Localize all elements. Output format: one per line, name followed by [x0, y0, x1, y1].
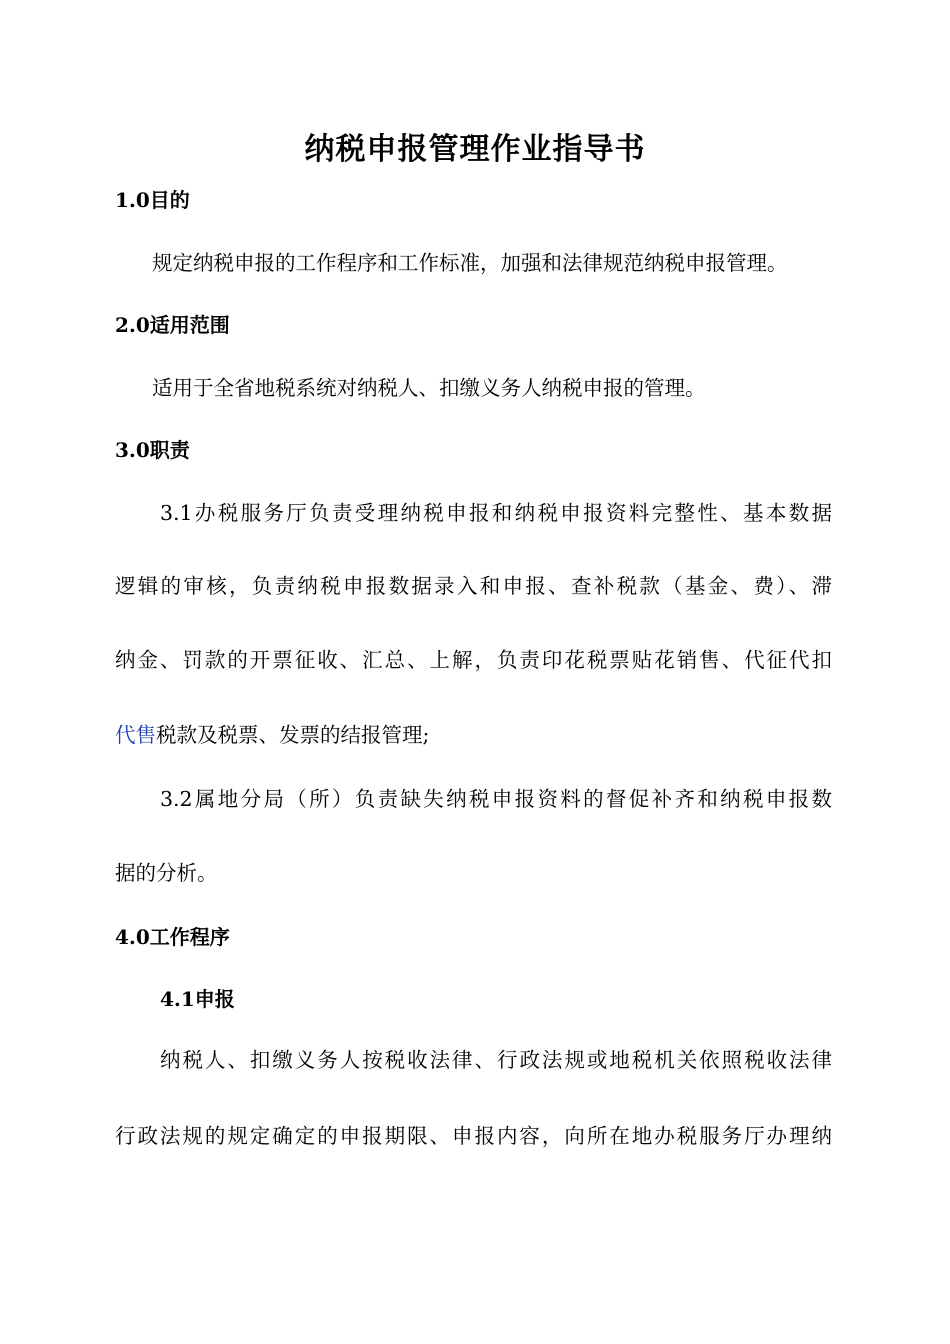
section-4-heading: 4.0工作程序 [115, 925, 230, 949]
link-daishou[interactable]: 代售 [115, 723, 156, 747]
section-3-1-line-4-text: 税款及税票、发票的结报管理; [156, 723, 430, 747]
section-4-1-heading: 4.1申报 [160, 987, 235, 1011]
section-3-2-line-1: 3.2属地分局（所）负责缺失纳税申报资料的督促补齐和纳税申报数 [160, 787, 832, 811]
section-3-1-line-1: 3.1办税服务厅负责受理纳税申报和纳税申报资料完整性、基本数据 [160, 501, 832, 525]
section-1-heading: 1.0目的 [115, 188, 190, 212]
section-3-1-line-2: 逻辑的审核，负责纳税申报数据录入和申报、查补税款（基金、费）、滞 [115, 574, 832, 598]
section-3-1-line-4 [115, 720, 429, 750]
section-2-body: 适用于全省地税系统对纳税人、扣缴义务人纳税申报的管理。 [152, 376, 706, 400]
section-3-heading: 3.0职责 [115, 438, 190, 462]
section-1-body: 规定纳税申报的工作程序和工作标准，加强和法律规范纳税申报管理。 [152, 251, 788, 275]
section-4-1-line-1: 纳税人、扣缴义务人按税收法律、行政法规或地税机关依照税收法律 [160, 1048, 832, 1072]
document-title: 纳税申报管理作业指导书 [304, 132, 646, 167]
section-2-heading: 2.0适用范围 [115, 313, 230, 337]
section-3-1-line-3: 纳金、罚款的开票征收、汇总、上解，负责印花税票贴花销售、代征代扣 [115, 648, 832, 672]
section-4-1-line-2: 行政法规的规定确定的申报期限、申报内容，向所在地办税服务厅办理纳 [115, 1124, 832, 1148]
section-3-2-line-2: 据的分析。 [115, 861, 218, 885]
